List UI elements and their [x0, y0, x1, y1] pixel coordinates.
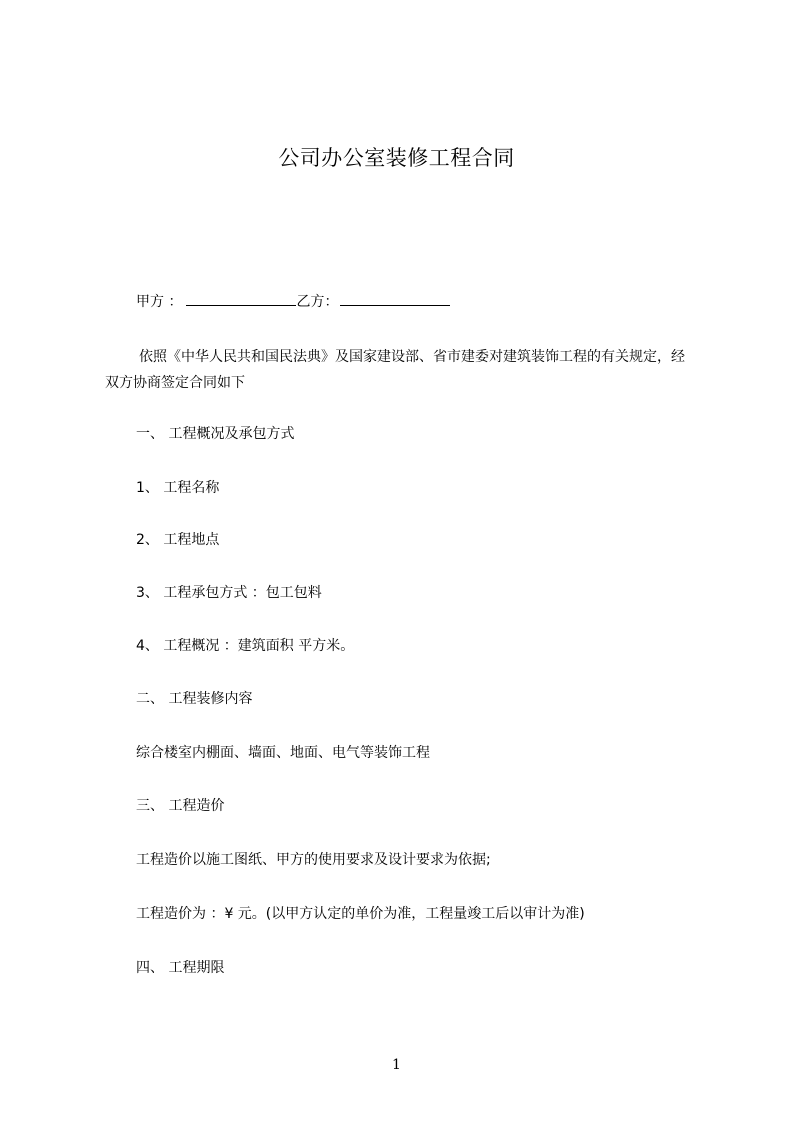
intro-paragraph: 依照《中华人民共和国民法典》及国家建设部、省市建委对建筑装饰工程的有关规定，经双方协商签定合同如下 [105, 349, 685, 391]
party-b-blank [340, 291, 450, 306]
parties-line [136, 291, 450, 312]
section-2-heading: 二、 工程装修内容 [136, 691, 253, 707]
document-title: 公司办公室装修工程合同 [278, 146, 515, 170]
section-4-heading: 四、 工程期限 [136, 960, 225, 976]
section-3-heading: 三、 工程造价 [136, 798, 225, 814]
party-a-blank [186, 291, 296, 306]
list-item-contract-mode: 3、 工程承包方式 ：包工包料 [136, 585, 322, 601]
page-number: 1 [392, 1057, 401, 1073]
party-b-label: 乙方： [296, 294, 339, 310]
party-a-label: 甲方 ： [136, 294, 183, 310]
section-3-line-1: 工程造价以施工图纸、甲方的使用要求及设计要求为依据; [136, 852, 491, 868]
list-item-project-location: 2、 工程地点 [136, 532, 220, 548]
list-item-project-name: 1、 工程名称 [136, 480, 220, 496]
list-item-project-overview: 4、 工程概况 ：建筑面积 平方米。 [136, 638, 355, 654]
section-3-line-2: 工程造价为 ：¥ 元。(以甲方认定的单价为准，工程量竣工后以审计为准) [136, 906, 585, 922]
section-2-body: 综合楼室内棚面、墙面、地面、电气等装饰工程 [136, 745, 430, 761]
section-1-heading: 一、 工程概况及承包方式 [136, 426, 295, 442]
